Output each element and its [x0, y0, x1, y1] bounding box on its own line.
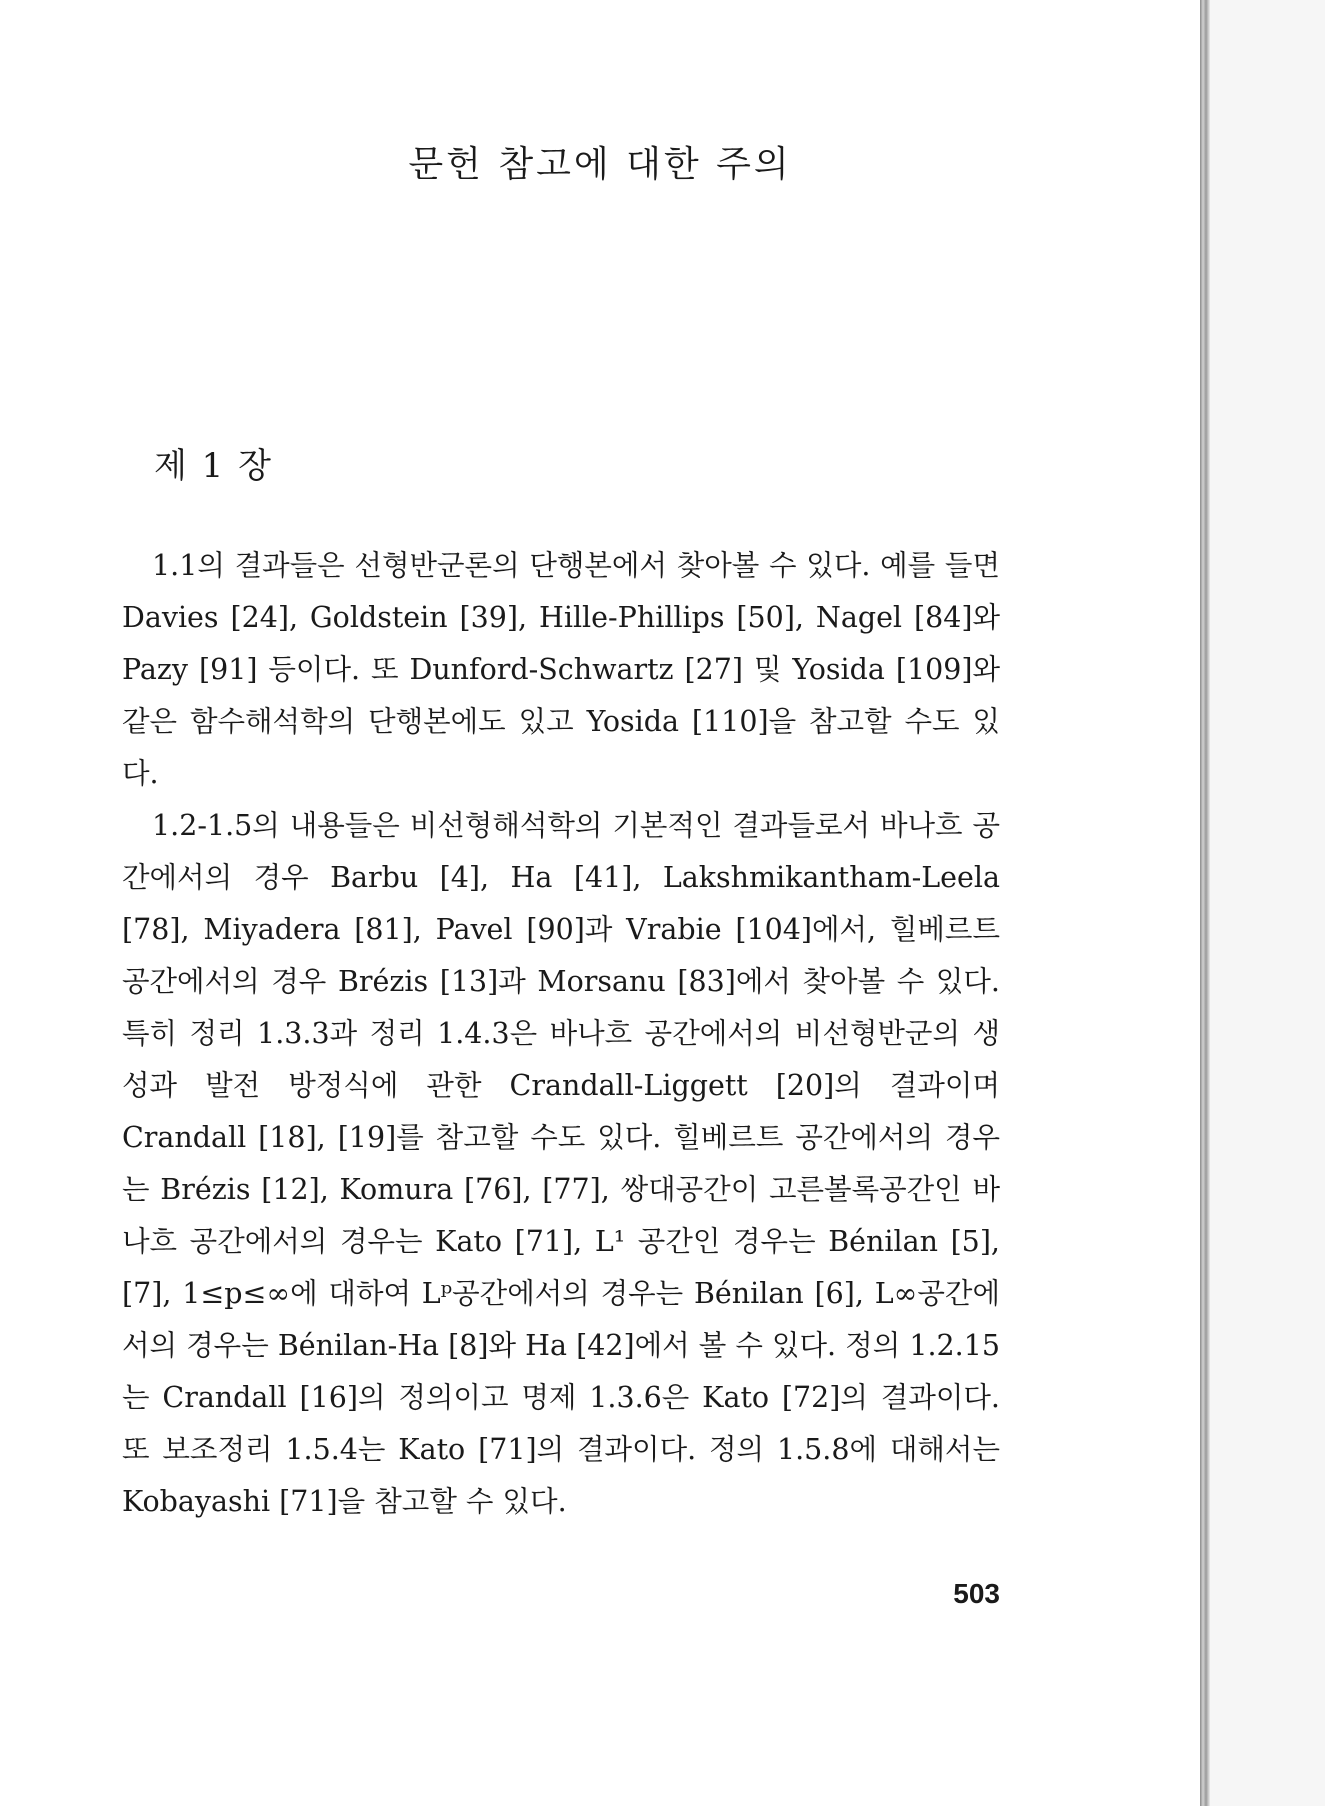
- chapter-heading: 제 1 장: [154, 446, 273, 486]
- viewer-background: [1210, 0, 1325, 1806]
- paragraph-1: 1.1의 결과들은 선형반군론의 단행본에서 찾아볼 수 있다. 예를 들면 Davies [24], Goldstein [39], Hille-Phillips [50], Nagel [84]와 Pazy [91] 등이다. 또 Dunford-Schwartz [27] 및 Yosida [109]와 같은 함수해석학의 단행본에도 있고 Yosida [110]을 참고할 수도 있다.: [122, 549, 1000, 790]
- page-edge: [1200, 0, 1210, 1806]
- page-number: 503: [953, 1578, 1000, 1609]
- page-body: [122, 540, 1000, 1528]
- page-title: 문헌 참고에 대한 주의: [408, 144, 792, 185]
- paragraph-2: 1.2-1.5의 내용들은 비선형해석학의 기본적인 결과들로서 바나흐 공간에서의 경우 Barbu [4], Ha [41], Lakshmikantham-Leela [78], Miyadera [81], Pavel [90]과 Vrabie [104]에서, 힐베르트 공간에서의 경우 Brézis [13]과 Morsanu [83]에서 찾아볼 수 있다. 특히 정리 1.3.3과 정리 1.4.3은 바나흐 공간에서의 비선형반군의 생성과 발전 방정식에 관한 Crandall-Liggett [20]의 결과이며 Crandall [18], [19]를 참고할 수도 있다. 힐베르트 공간에서의 경우는 Brézis [12], Komura [76], [77], 쌍대공간이 고른볼록공간인 바나흐 공간에서의 경우는 Kato [71], L¹ 공간인 경우는 Bénilan [5], [7], 1≤p≤∞에 대하여 Lᵖ공간에서의 경우는 Bénilan [6], L∞공간에서의 경우는 Bénilan-Ha [8]와 Ha [42]에서 볼 수 있다. 정의 1.2.15는 Crandall [16]의 정의이고 명제 1.3.6은 Kato [72]의 결과이다. 또 보조정리 1.5.4는 Kato [71]의 결과이다. 정의 1.5.8에 대해서는 Kobayashi [71]을 참고할 수 있다.: [122, 809, 1000, 1518]
